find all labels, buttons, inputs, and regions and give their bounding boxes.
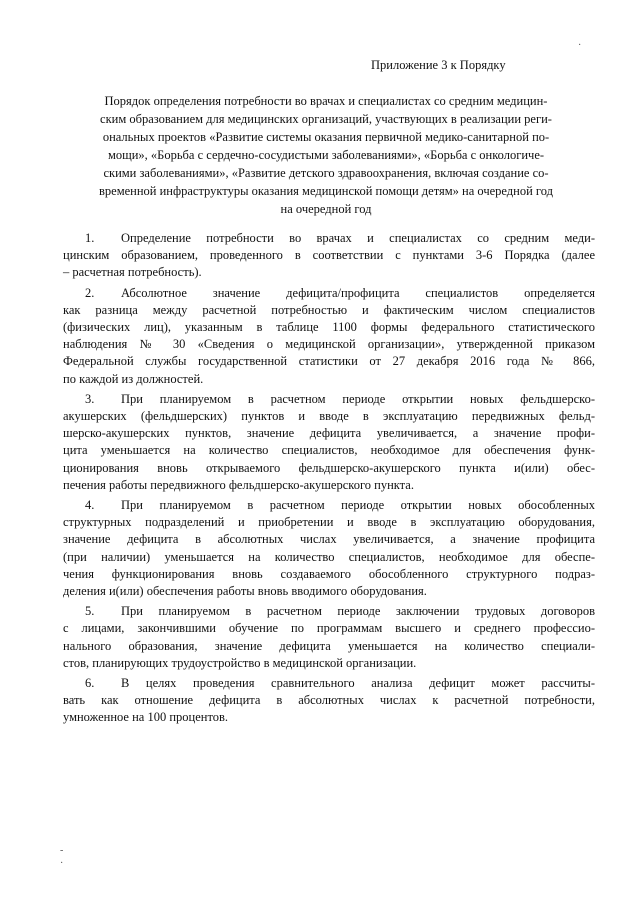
paragraph-line: Федеральной службы государственной статистики от 27 декабря 2016 года № 866, <box>63 354 595 369</box>
paragraph-line: 6. В целях проведения сравнительного анализа дефицит может рассчиты- <box>63 675 595 692</box>
paragraph-line: шерско-акушерских пунктов, значение дефицита увеличивается, а значение профи- <box>63 426 595 441</box>
paragraph-line: акушерских (фельдшерских) пунктов и вводе в эксплуатацию передвижных фельд- <box>63 409 595 424</box>
paragraph-6 <box>63 675 595 727</box>
paragraph-line: как разница между расчетной потребностью и фактическим числом специалистов <box>63 302 595 317</box>
paragraph-line: цинским образованием, проведенного в соответствии с пунктами 3-6 Порядка (далее <box>63 248 595 263</box>
paragraph-line: ционирования вновь открываемого фельдшерско-акушерского пункта и(или) обес- <box>63 460 595 475</box>
appendix-label: Приложение 3 к Порядку <box>371 58 506 72</box>
paragraph-line: нального образования, значение дефицита уменьшается на количество специали- <box>63 638 595 653</box>
paragraph-3 <box>63 391 595 494</box>
title-line: ским образованием для медицинских организаций, участвующих в реализации реги- <box>100 112 552 126</box>
paragraph-line: структурных подразделений и приобретении и вводе в эксплуатацию оборудования, <box>63 515 595 530</box>
paragraph-line: 5. При планируемом в расчетном периоде заключении трудовых договоров <box>63 603 595 620</box>
paragraph-line: по каждой из должностей. <box>63 371 204 386</box>
paragraph-number: 6. <box>85 676 95 691</box>
title-line: скими заболеваниями», «Развитие детского здравоохранения, включая создание со- <box>103 166 549 180</box>
paragraph-2 <box>63 285 595 388</box>
document-title <box>48 92 604 218</box>
paragraph-line: 2. Абсолютное значение дефицита/профицита специалистов определяется <box>63 285 595 302</box>
paragraph-line: наблюдения № 30 «Сведения о медицинской организации», утвержденной приказом <box>63 337 595 352</box>
scan-speck: · <box>578 40 582 51</box>
title-line: Порядок определения потребности во врачах и специалистах со средним медицин- <box>104 94 548 108</box>
paragraph-line: стов, планирующих трудоустройство в медицинской организации. <box>63 655 417 670</box>
paragraph-line: чения функционирования вновь создаваемого обособленного структурного подраз- <box>63 566 595 581</box>
paragraph-line: деления и(или) обеспечения работы вновь вводимого оборудования. <box>63 584 427 599</box>
scan-speck: · <box>60 858 64 869</box>
paragraph-number: 1. <box>85 231 95 245</box>
title-line: временной инфраструктуры оказания медицинской помощи детям» на очередной год <box>99 184 553 198</box>
title-line: мощи», «Борьба с сердечно-сосудистыми заболеваниями», «Борьба с онкологиче- <box>107 148 545 162</box>
paragraph-line: вать как отношение дефицита в абсолютных числах к расчетной потребности, <box>63 693 595 708</box>
paragraph-4 <box>63 497 595 600</box>
paragraph-line: 1. Определение потребности во врачах и специалистах со средним меди- <box>63 230 595 247</box>
title-line: на очередной год <box>280 202 372 216</box>
paragraph-line: (физических лиц), указанным в таблице 1100 формы федерального статистического <box>63 320 595 335</box>
paragraph-5 <box>63 603 595 672</box>
paragraph-number: 4. <box>85 498 95 513</box>
paragraph-line: – расчетная потребность). <box>63 265 202 280</box>
paragraph-line: умноженное на 100 процентов. <box>63 710 229 725</box>
paragraph-line: с лицами, закончившими обучение по программам высшего и среднего профессио- <box>63 621 595 636</box>
paragraph-number: 3. <box>85 391 95 406</box>
title-line: ональных проектов «Развитие системы оказания первичной медико-санитарной по- <box>102 130 550 144</box>
paragraph-number: 5. <box>85 604 95 619</box>
document-body <box>63 230 595 730</box>
paragraph-line: значение дефицита в абсолютных числах увеличивается, а значение профицита <box>63 532 595 547</box>
paragraph-line: цита уменьшается на количество специалистов, необходимое для обеспечения функ- <box>63 443 595 458</box>
paragraph-number: 2. <box>85 285 95 300</box>
scan-speck: - <box>60 845 64 856</box>
paragraph-line: 3. При планируемом в расчетном периоде открытии новых фельдшерско- <box>63 391 595 408</box>
paragraph-line: (при наличии) уменьшается на количество специалистов, необходимое для обеспе- <box>63 549 595 564</box>
paragraph-line: печения работы передвижного фельдшерско-акушерского пункта. <box>63 477 414 492</box>
paragraph-line: 4. При планируемом в расчетном периоде открытии новых обособленных <box>63 497 595 514</box>
paragraph-1 <box>63 230 595 282</box>
